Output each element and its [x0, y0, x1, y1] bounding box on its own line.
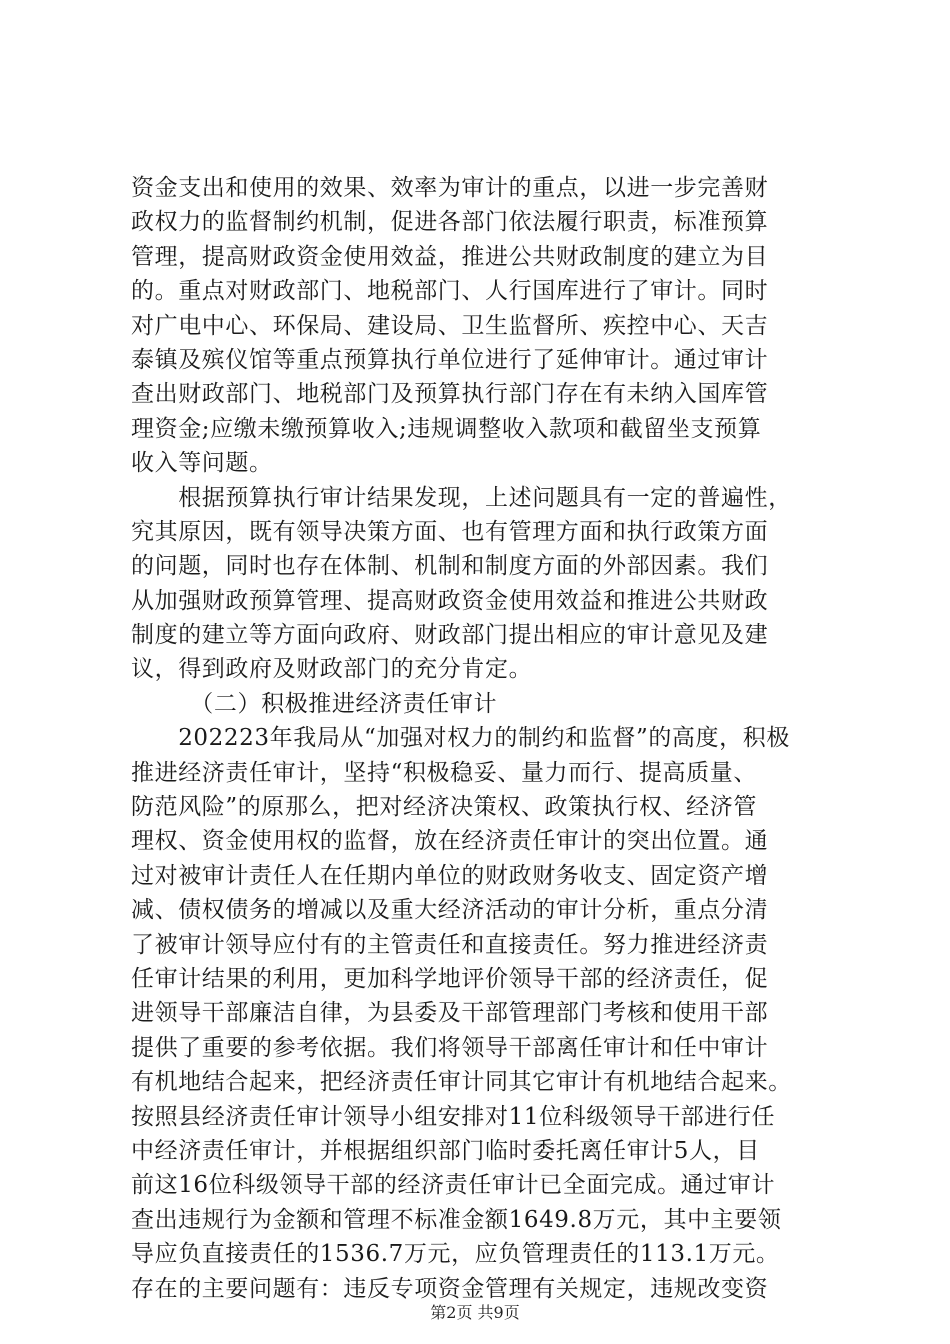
text-line: 究其原因，既有领导决策方面、也有管理方面和执行政策方面: [131, 518, 769, 545]
text-line: 管理，提高财政资金使用效益，推进公共财政制度的建立为目: [131, 243, 769, 270]
text-line: 任审计结果的利用，更加科学地评价领导干部的经济责任，促: [131, 965, 769, 992]
text-line: 有机地结合起来，把经济责任审计同其它审计有机地结合起来。: [131, 1069, 792, 1096]
text-line: 理资金;应缴未缴预算收入;违规调整收入款项和截留坐支预算: [131, 415, 762, 442]
text-line: 对广电中心、环保局、建设局、卫生监督所、疾控中心、天吉: [131, 312, 769, 339]
text-line: 存在的主要问题有：违反专项资金管理有关规定，违规改变资: [131, 1275, 769, 1302]
text-line: （二）积极推进经济责任审计: [131, 690, 498, 717]
text-line: 制度的建立等方面向政府、财政部门提出相应的审计意见及建: [131, 622, 769, 649]
text-line: 前这16位科级领导干部的经济责任审计已全面完成。通过审计: [131, 1172, 776, 1199]
text-line: 202223年我局从“加强对权力的制约和监督”的高度，积极: [131, 725, 790, 752]
text-line: 查出财政部门、地税部门及预算执行部门存在有未纳入国库管: [131, 381, 769, 408]
text-line: 按照县经济责任审计领导小组安排对11位科级领导干部进行任: [131, 1103, 776, 1130]
text-line: 提供了重要的参考依据。我们将领导干部离任审计和任中审计: [131, 1034, 769, 1061]
text-line: 从加强财政预算管理、提高财政资金使用效益和推进公共财政: [131, 587, 769, 614]
text-line: 查出违规行为金额和管理不标准金额1649.8万元，其中主要领: [131, 1206, 782, 1233]
text-line: 的。重点对财政部门、地税部门、人行国库进行了审计。同时: [131, 278, 769, 305]
text-line: 的问题，同时也存在体制、机制和制度方面的外部因素。我们: [131, 553, 769, 580]
text-line: 了被审计领导应付有的主管责任和直接责任。努力推进经济责: [131, 931, 769, 958]
text-line: 议，得到政府及财政部门的充分肯定。: [131, 656, 533, 683]
text-line: 政权力的监督制约机制，促进各部门依法履行职责，标准预算: [131, 209, 769, 236]
text-line: 根据预算执行审计结果发现，上述问题具有一定的普遍性，: [131, 484, 792, 511]
text-line: 导应负直接责任的1536.7万元，应负管理责任的113.1万元。: [131, 1241, 780, 1268]
text-line: 过对被审计责任人在任期内单位的财政财务收支、固定资产增: [131, 862, 769, 889]
text-line: 理权、资金使用权的监督，放在经济责任审计的突出位置。通: [131, 828, 769, 855]
page-footer: 第2页 共9页: [430, 1303, 520, 1322]
text-line: 资金支出和使用的效果、效率为审计的重点，以进一步完善财: [131, 175, 769, 201]
text-line: 进领导干部廉洁自律，为县委及干部管理部门考核和使用干部: [131, 1000, 769, 1027]
text-line: 泰镇及殡仪馆等重点预算执行单位进行了延伸审计。通过审计: [131, 346, 769, 373]
text-line: 推进经济责任审计，坚持“积极稳妥、量力而行、提高质量、: [131, 759, 757, 786]
text-line: 减、债权债务的增减以及重大经济活动的审计分析，重点分清: [131, 897, 769, 924]
body-text: [131, 171, 831, 1306]
text-line: 中经济责任审计，并根据组织部门临时委托离任审计5人，目: [131, 1137, 760, 1164]
text-line: 收入等问题。: [131, 450, 273, 477]
text-line: 防范风险”的原那么，把对经济决策权、政策执行权、经济管: [131, 794, 757, 821]
